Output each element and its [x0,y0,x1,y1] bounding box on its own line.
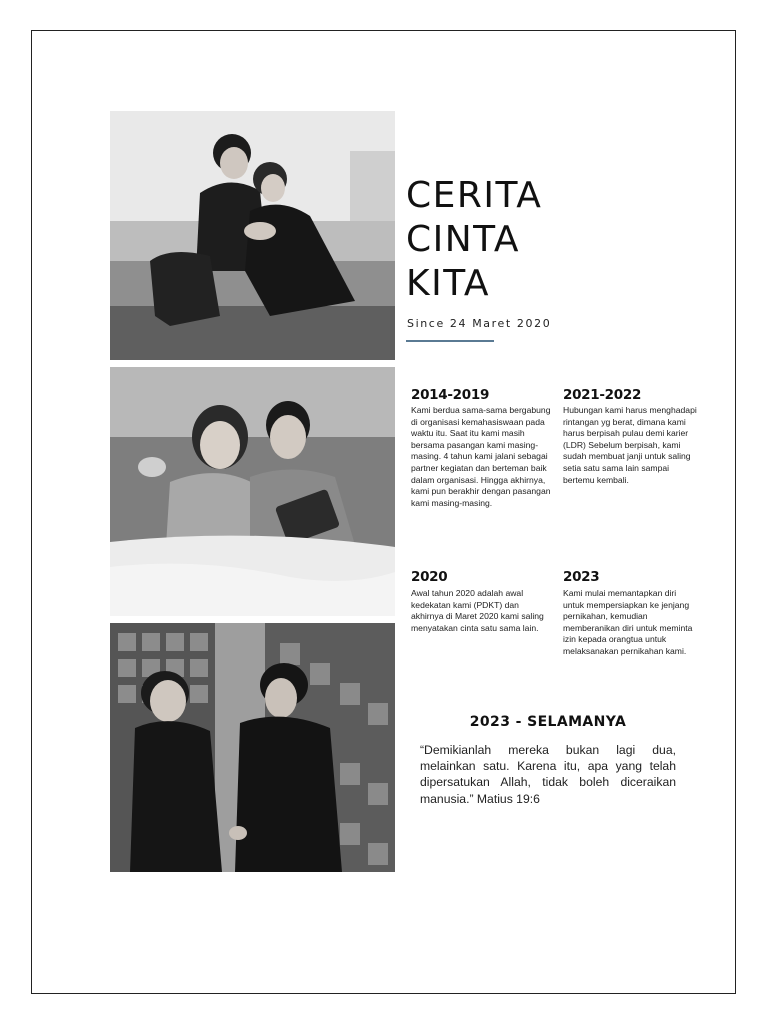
timeline-text-2021-2022: Hubungan kami harus menghadapi rintangan yg berat, dimana kami harus berpisah pulau demi karier (LDR) Sebelum berpisah, kami sudah membuat janji untuk saling setia satu sama lain sampai bertemu kembali. [563,405,697,485]
timeline-year-2020: 2020 [411,569,448,585]
accent-divider [406,340,494,342]
couple-photo-laughing [110,367,395,616]
title-line-1: CERITA [406,175,543,216]
bible-quote: “Demikianlah mereka bukan lagi dua, melainkan satu. Karena itu, apa yang telah dipersatukan Allah, tidak boleh diceraikan manusia.” Matius 19:6 [420,743,676,806]
timeline-year-2014-2019: 2014-2019 [411,387,490,403]
forever-heading: 2023 - SELAMANYA [469,714,627,730]
timeline-year-2023: 2023 [563,569,600,585]
timeline-text-2020: Awal tahun 2020 adalah awal kedekatan kami (PDKT) dan akhirnya di Maret 2020 kami saling menyatakan cinta satu sama lain. [411,588,544,633]
since-date: Since 24 Maret 2020 [407,317,552,330]
timeline-text-2023: Kami mulai memantapkan diri untuk mempersiapkan ke jenjang pernikahan, kemudian memberanikan diri untuk meminta izin kepada orangtua untuk melaksanakan pernikahan kami. [563,588,693,656]
title-line-3: KITA [406,263,491,304]
title-line-2: CINTA [406,219,521,260]
couple-photo-sitting [110,111,395,360]
couple-photo-stairs [110,623,395,872]
timeline-text-2014-2019: Kami berdua sama-sama bergabung di organisasi kemahasiswaan pada waktu itu. Saat itu kami masih bersama pasangan kami masing-masing. 4 tahun kami jalani sebagai partner kegiatan dan berteman baik dalam organisasi. Hingga akhirnya, kami pun berakhir dengan pasangan kami masing-masing. [411,405,551,508]
page-title [406,174,542,306]
timeline-year-2021-2022: 2021-2022 [563,387,642,403]
